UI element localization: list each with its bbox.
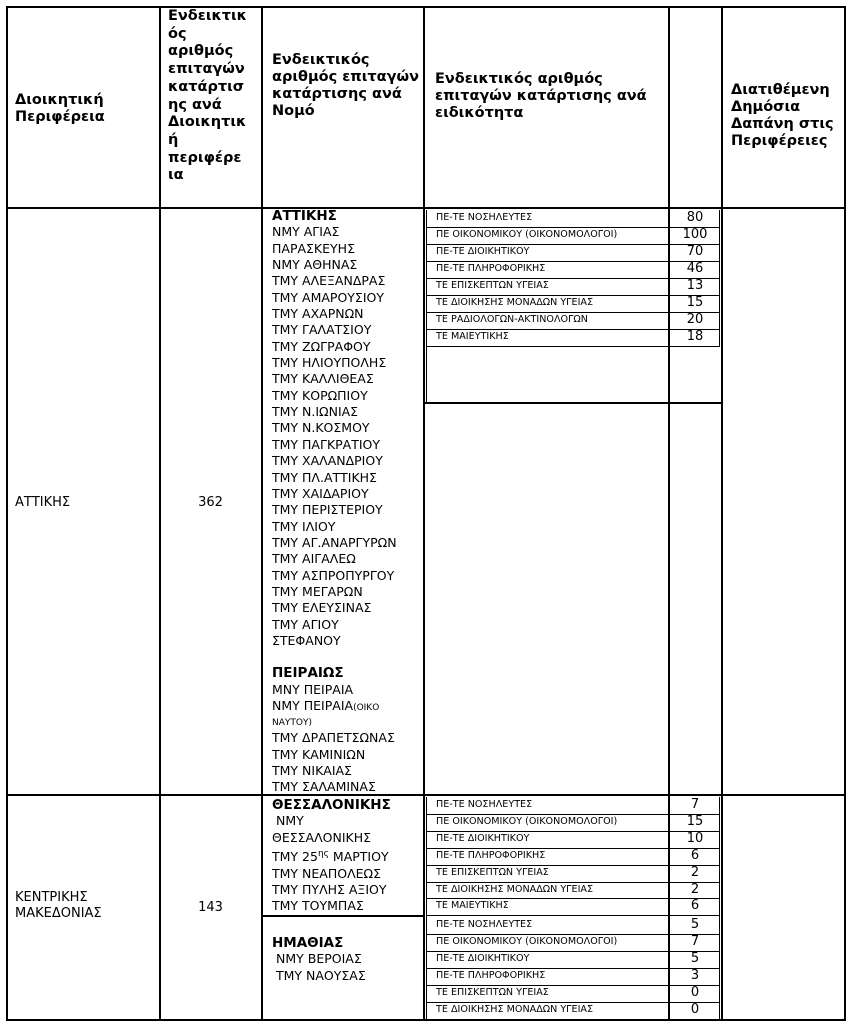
region-name: ΚΕΝΤΡΙΚΗΣ ΜΑΚΕΔΟΝΙΑΣ (15, 890, 102, 921)
region-total: 362 (198, 495, 223, 510)
health-unit: ΤΜΥ ΑΓ.ΑΝΑΡΓΥΡΩΝ (272, 534, 397, 550)
health-unit: ΘΕΣΣΑΛΟΝΙΚΗΣ (272, 829, 372, 845)
health-unit: ΤΜΥ ΝΙΚΑΙΑΣ (272, 763, 352, 778)
health-unit: ΤΜΥ ΠΛ.ΑΤΤΙΚΗΣ (272, 469, 377, 485)
health-unit: ΤΜΥ ΝΑΟΥΣΑΣ (276, 967, 366, 983)
health-unit: ΤΜΥ ΑΙΓΑΛΕΩ (272, 551, 356, 567)
specialty-name: ΤΕ ΔΙΟΙΚΗΣΗΣ ΜΟΝΑΔΩΝ ΥΓΕΙΑΣ (436, 883, 594, 895)
nomos-list (272, 935, 366, 984)
specialty-name: ΤΕ ΔΙΟΙΚΗΣΗΣ ΜΟΝΑΔΩΝ ΥΓΕΙΑΣ (436, 1004, 594, 1015)
specialty-name: ΤΕ ΔΙΟΙΚΗΣΗΣ ΜΟΝΑΔΩΝ ΥΓΕΙΑΣ (436, 297, 594, 308)
nomos-list (272, 797, 391, 915)
health-unit: ΤΜΥ ΚΟΡΩΠΙΟΥ (272, 387, 368, 403)
health-unit: ΤΜΥ ΑΧΑΡΝΩΝ (272, 306, 364, 322)
health-unit: ΤΜΥ ΤΟΥΜΠΑΣ (272, 898, 364, 914)
specialty-name: ΠΕ ΟΙΚΟΝΟΜΙΚΟΥ (ΟΙΚΟΝΟΜΟΛΟΓΟΙ) (436, 229, 618, 240)
nomos-name: ΑΤΤΙΚΗΣ (272, 208, 337, 224)
specialty-name: ΤΕ ΕΠΙΣΚΕΠΤΩΝ ΥΓΕΙΑΣ (436, 866, 549, 878)
specialty-name: ΠΕ-ΤΕ ΠΛΗΡΟΦΟΡΙΚΗΣ (436, 263, 546, 274)
specialty-name: ΠΕ-ΤΕ ΠΛΗΡΟΦΟΡΙΚΗΣ (436, 849, 546, 861)
row-divider (426, 1019, 720, 1020)
specialty-name: ΠΕ-ΤΕ ΠΛΗΡΟΦΟΡΙΚΗΣ (436, 970, 546, 981)
health-unit: ΣΤΕΦΑΝΟΥ (272, 632, 341, 648)
health-unit-list (272, 730, 397, 795)
health-unit: ΤΜΥ ΑΛΕΞΑΝΔΡΑΣ (272, 273, 386, 289)
nomos-name: ΠΕΙΡΑΙΩΣ (272, 665, 344, 682)
specialty-count: 3 (690, 968, 700, 983)
health-unit: ΤΜΥ ΔΡΑΠΕΤΣΩΝΑΣ (272, 730, 395, 746)
health-unit: ΤΜΥ ΑΣΠΡΟΠΥΡΓΟΥ (272, 567, 395, 583)
specialty-count: 20 (686, 312, 704, 327)
specialty-name: ΠΕ-ΤΕ ΔΙΟΙΚΗΤΙΚΟΥ (436, 832, 530, 844)
specialty-count: 70 (686, 244, 704, 259)
specialty-count: 15 (686, 295, 704, 310)
health-unit: ΤΜΥ ΣΑΛΑΜΙΝΑΣ (272, 779, 376, 795)
health-unit: ΤΜΥ ΗΛΙΟΥΠΟΛΗΣ (272, 355, 387, 371)
health-unit: ΤΜΥ ΧΑΛΑΝΔΡΙΟΥ (272, 453, 383, 469)
specialty-count: 6 (690, 898, 700, 914)
specialty-name: ΠΕ-ΤΕ ΝΟΣΗΛΕΥΤΕΣ (436, 919, 533, 930)
health-unit: ΤΜΥ ΠΕΡΙΣΤΕΡΙΟΥ (272, 502, 383, 518)
health-unit-list (272, 224, 397, 649)
health-unit: ΤΜΥ ΧΑΙΔΑΡΙΟΥ (272, 485, 369, 501)
specialty-count: 5 (690, 951, 700, 966)
specialty-count: 80 (686, 210, 704, 225)
health-unit: ΤΜΥ $25^{\eta\varsigma}$ ΜΑΡΤΙΟΥ (272, 849, 389, 865)
health-unit: ΝΜΥ (276, 813, 304, 829)
nomos-list (272, 208, 397, 796)
health-unit: ΜΝΥ ΠΕΙΡΑΙΑ (272, 681, 354, 697)
health-unit: ΤΜΥ ΓΑΛΑΤΣΙΟΥ (272, 322, 372, 338)
specialty-count: 100 (682, 227, 708, 242)
region-name: ΑΤΤΙΚΗΣ (15, 495, 71, 510)
specialty-count: 46 (686, 261, 704, 276)
specialty-count: 15 (686, 813, 704, 829)
health-unit: ΤΜΥ ΜΕΓΑΡΩΝ (272, 583, 363, 599)
health-unit: ΤΜΥ ΝΕΑΠΟΛΕΩΣ (272, 865, 381, 881)
specialty-count: 2 (690, 864, 700, 880)
health-unit: ΤΜΥ ΚΑΛΛΙΘΕΑΣ (272, 371, 374, 387)
specialty-name: ΠΕ-ΤΕ ΝΟΣΗΛΕΥΤΕΣ (436, 212, 533, 223)
specialty-count: 0 (690, 1002, 700, 1017)
specialty-count: 0 (690, 985, 700, 1000)
health-unit-continued: ΝΑΥΤΟΥ) (272, 718, 312, 729)
specialty-count: 7 (690, 934, 700, 949)
health-unit: ΤΜΥ ΙΛΙΟΥ (272, 518, 336, 534)
specialty-name: ΤΕ ΡΑΔΙΟΛΟΓΩΝ-ΑΚΤΙΝΟΛΟΓΩΝ (436, 314, 588, 325)
specialty-name: ΤΕ ΕΠΙΣΚΕΠΤΩΝ ΥΓΕΙΑΣ (436, 280, 549, 291)
specialty-name: ΤΕ ΜΑΙΕΥΤΙΚΗΣ (436, 900, 509, 912)
header-total-per-region: Ενδεικτικ ός αριθμός επιταγών κατάρτισ ης ανά Διοικητικ ή περιφέρε ια (168, 8, 247, 184)
health-unit: ΤΜΥ ΠΑΓΚΡΑΤΙΟΥ (272, 436, 381, 452)
specialty-name: ΠΕ-ΤΕ ΔΙΟΙΚΗΤΙΚΟΥ (436, 953, 530, 964)
health-unit: ΝΜΥ ΒΕΡΟΙΑΣ (276, 951, 362, 967)
specialty-name: ΠΕ-ΤΕ ΝΟΣΗΛΕΥΤΕΣ (436, 799, 533, 810)
health-unit: ΤΜΥ ΖΩΓΡΑΦΟΥ (272, 338, 371, 354)
health-unit: ΤΜΥ Ν.ΙΩΝΙΑΣ (272, 404, 359, 420)
specialty-name: ΠΕ-ΤΕ ΔΙΟΙΚΗΤΙΚΟΥ (436, 246, 530, 257)
health-unit: ΠΑΡΑΣΚΕΥΗΣ (272, 240, 355, 256)
health-unit: ΤΜΥ ΑΜΑΡΟΥΣΙΟΥ (272, 289, 384, 305)
specialty-count: 2 (690, 881, 700, 897)
specialty-name: ΠΕ ΟΙΚΟΝΟΜΙΚΟΥ (ΟΙΚΟΝΟΜΟΛΟΓΟΙ) (436, 815, 618, 827)
header-per-specialty: Ενδεικτικός αριθμός επιταγών κατάρτισης ανά ειδικότητα (435, 71, 647, 121)
specialty-count: 13 (686, 278, 704, 293)
health-unit: ΤΜΥ ΑΓΙΟΥ (272, 616, 339, 632)
specialty-count: 6 (690, 847, 700, 863)
health-unit: ΤΜΥ ΕΛΕΥΣΙΝΑΣ (272, 600, 372, 616)
health-unit: ΤΜΥ ΚΑΜΙΝΙΩΝ (272, 746, 366, 762)
health-unit: ΝΜΥ ΑΓΙΑΣ (272, 224, 340, 240)
health-unit: ΤΜΥ ΠΥΛΗΣ ΑΞΙΟΥ (272, 881, 387, 897)
health-unit: ΤΜΥ Ν.ΚΟΣΜΟΥ (272, 420, 370, 436)
health-unit: ΝΜΥ ΑΘΗΝΑΣ (272, 257, 358, 273)
health-unit-list (272, 866, 391, 915)
specialty-count: 10 (686, 830, 704, 846)
specialty-count: 5 (690, 917, 700, 932)
header-per-nomos: Ενδεικτικός αριθμός επιταγών κατάρτισης ανά Νομό (272, 52, 419, 119)
health-unit: ΝΜΥ ΠΕΙΡΑΙΑ(ΟΙΚΟ (272, 697, 380, 713)
specialty-name: ΤΕ ΜΑΙΕΥΤΙΚΗΣ (436, 331, 509, 342)
region-total: 143 (198, 900, 223, 915)
specialty-name: ΤΕ ΕΠΙΣΚΕΠΤΩΝ ΥΓΕΙΑΣ (436, 987, 549, 998)
specialty-count: 18 (686, 329, 704, 344)
specialty-count: 7 (690, 797, 700, 812)
nomos-name: ΗΜΑΘΙΑΣ (272, 935, 344, 951)
row-divider (426, 346, 720, 347)
nomos-name: ΘΕΣΣΑΛΟΝΙΚΗΣ (272, 797, 391, 813)
header-region: Διοικητική Περιφέρεια (15, 92, 105, 125)
header-budget: Διατιθέμενη Δημόσια Δαπάνη στις Περιφέρειες (731, 82, 834, 149)
health-unit-list (272, 951, 366, 984)
specialty-name: ΠΕ ΟΙΚΟΝΟΜΙΚΟΥ (ΟΙΚΟΝΟΜΟΛΟΓΟΙ) (436, 936, 618, 947)
